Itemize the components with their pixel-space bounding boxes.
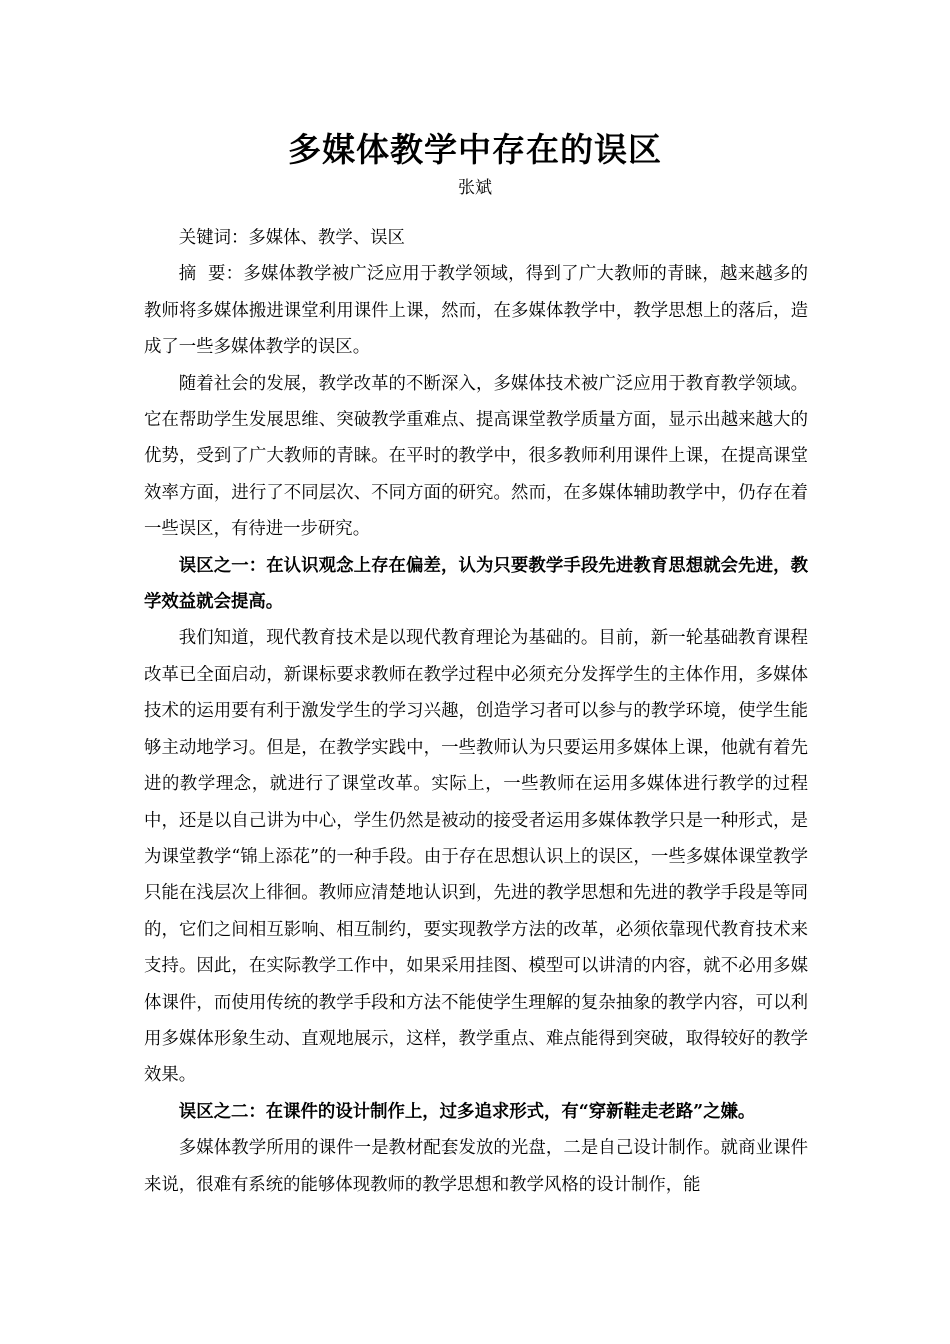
keywords-value: 多媒体、教学、误区 <box>248 228 405 248</box>
section-heading-misconception-2: 误区之二：在课件的设计制作上，过多追求形式，有“穿新鞋走老路”之嫌。 <box>178 1101 756 1122</box>
document-author: 张斌 <box>458 178 492 198</box>
abstract-label: 摘 要： <box>178 264 244 285</box>
document-body <box>144 220 808 1203</box>
body-paragraph-misconception-1: 我们知道，现代教育技术是以现代教育理论为基础的。目前，新一轮基础教育课程改革已全面启动，新课标要求教师在教学过程中必须充分发挥学生的主体作用，多媒体技术的运用要有利于激发学生的学习兴趣，创造学习者可以参与的教学环境，使学生能够主动地学习。但是，在教学实践中，一些教师认为只要运用多媒体上课，他就有着先进的教学理念，就进行了课堂改革。实际上，一些教师在运用多媒体进行教学的过程中，还是以自己讲为中心，学生仍然是被动的接受者运用多媒体教学只是一种形式，是为课堂教学“锦上添花”的一种手段。由于存在思想认识上的误区，一些多媒体课堂教学只能在浅层次上徘徊。教师应清楚地认识到，先进的教学思想和先进的教学手段是等同的，它们之间相互影响、相互制约，要实现教学方法的改革，必须依靠现代教育技术来支持。因此，在实际教学工作中，如果采用挂图、模型可以讲清的内容，就不必用多媒体课件，而使用传统的教学手段和方法不能使学生理解的复杂抽象的教学内容，可以利用多媒体形象生动、直观地展示，这样，教学重点、难点能得到突破，取得较好的教学效果。 <box>144 628 808 1086</box>
abstract-value: 多媒体教学被广泛应用于教学领域，得到了广大教师的青睐，越来越多的教师将多媒体搬进课堂利用课件上课，然而，在多媒体教学中，教学思想上的落后，造成了一些多媒体教学的误区。 <box>144 264 808 358</box>
section-heading-misconception-1: 误区之一：在认识观念上存在偏差，认为只要教学手段先进教育思想就会先进，教学效益就会提高。 <box>144 555 808 613</box>
keywords-line <box>144 220 808 256</box>
document-title: 多媒体教学中存在的误区 <box>288 130 662 169</box>
keywords-label: 关键词： <box>178 228 249 248</box>
abstract-paragraph <box>144 256 808 365</box>
body-paragraph-misconception-2: 多媒体教学所用的课件一是教材配套发放的光盘，二是自己设计制作。就商业课件来说，很难有系统的能够体现教师的教学思想和教学风格的设计制作，能 <box>144 1138 808 1195</box>
body-paragraph-intro: 随着社会的发展，教学改革的不断深入，多媒体技术被广泛应用于教育教学领域。它在帮助学生发展思维、突破教学重难点、提高课堂教学质量方面，显示出越来越大的优势，受到了广大教师的青睐。在平时的教学中，很多教师利用课件上课，在提高课堂效率方面，进行了不同层次、不同方面的研究。然而，在多媒体辅助教学中，仍存在着一些误区，有待进一步研究。 <box>144 373 808 540</box>
